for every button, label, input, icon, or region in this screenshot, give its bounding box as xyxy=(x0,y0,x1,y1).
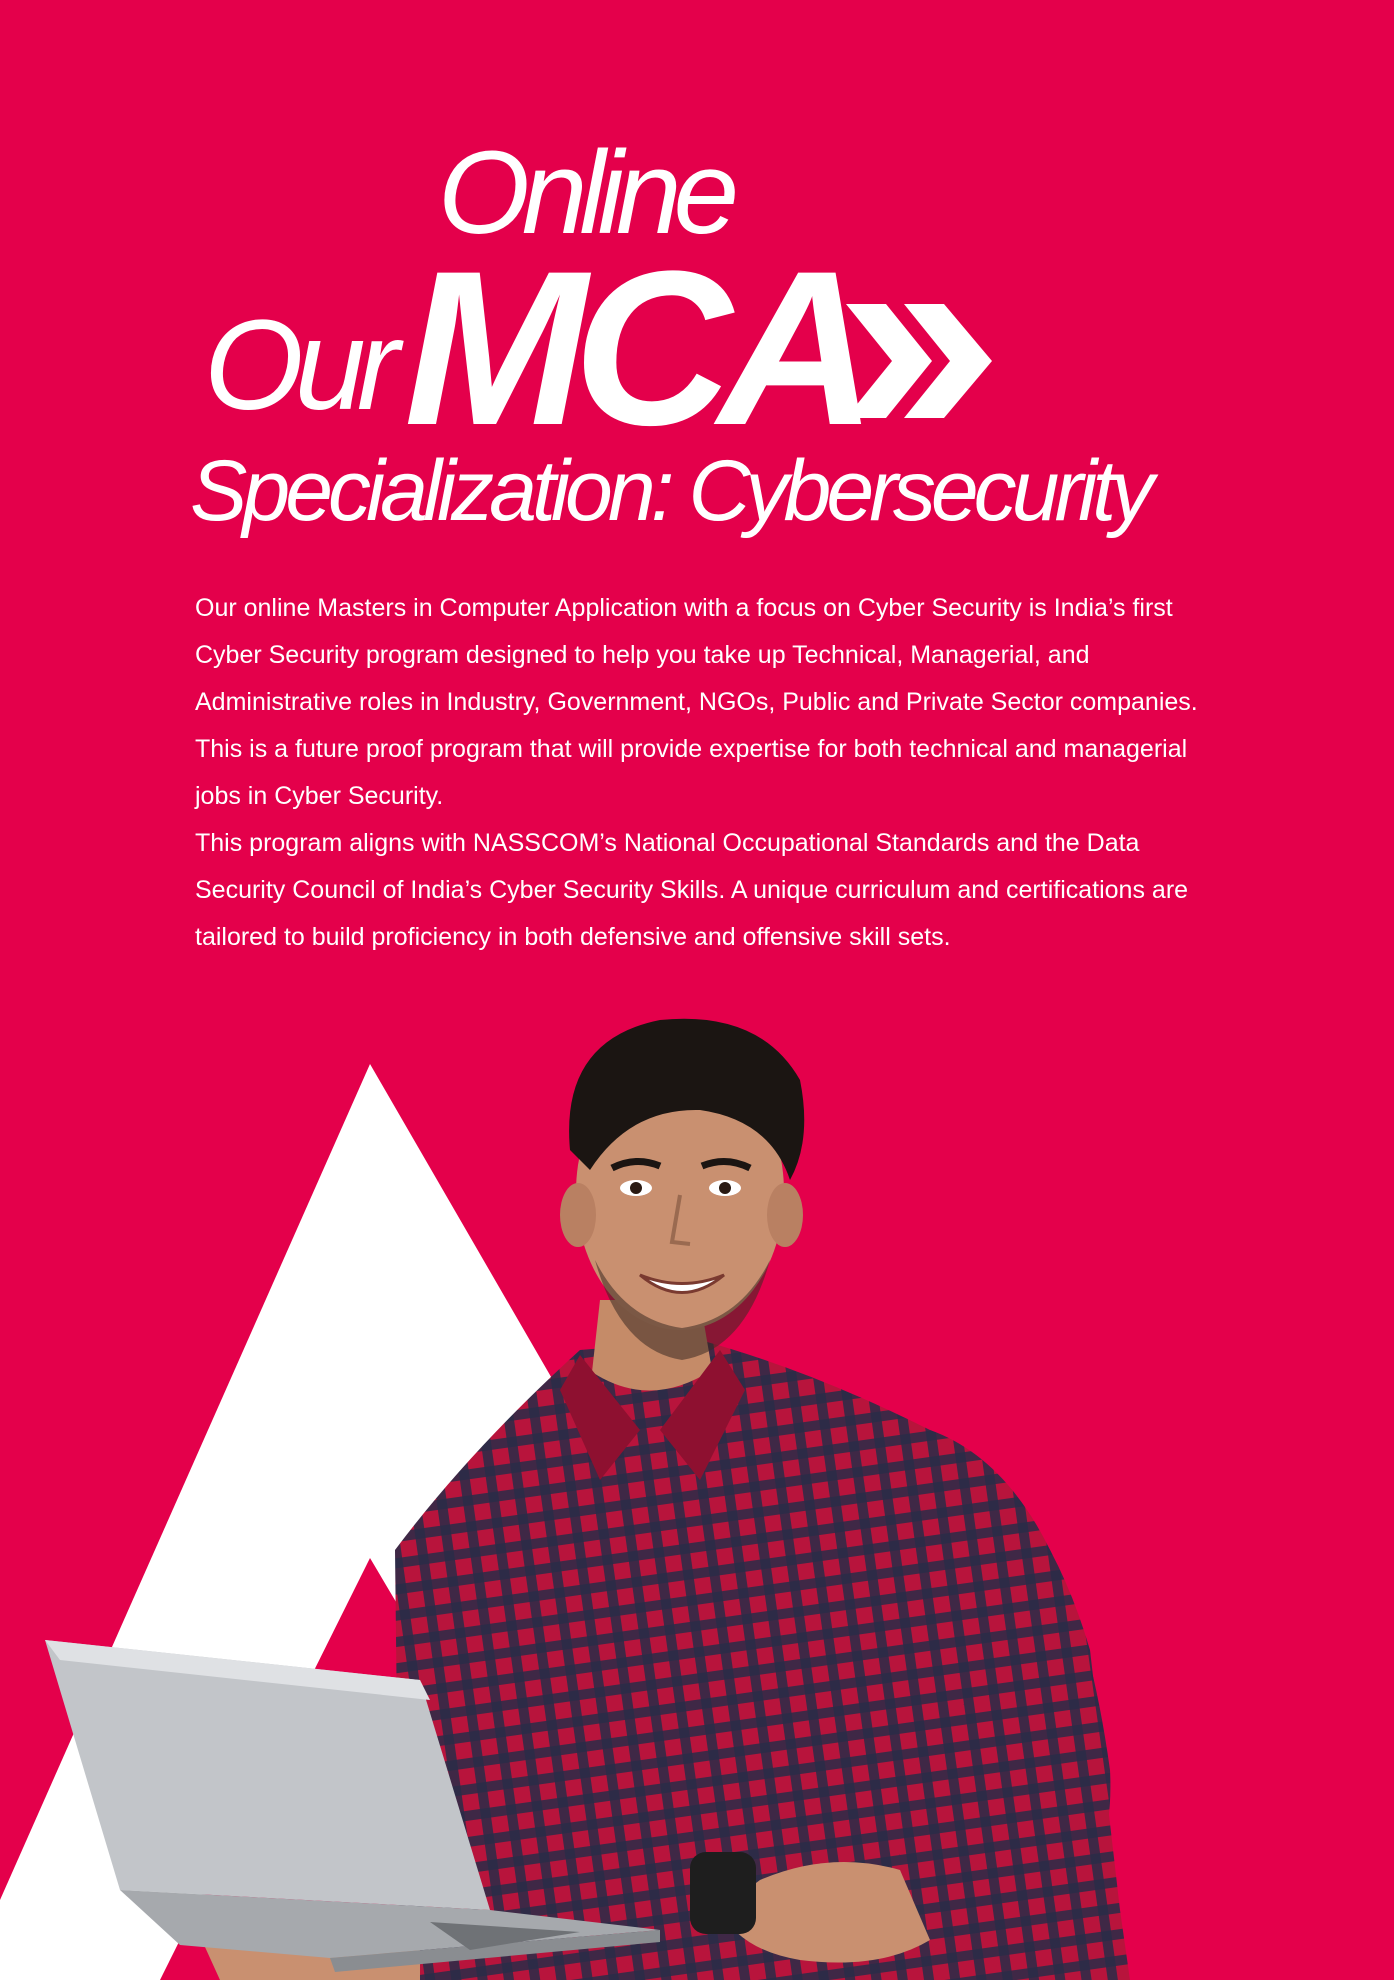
headline-online: Online xyxy=(438,127,732,259)
headline-specialization: Specialization: Cybersecurity xyxy=(190,443,1150,539)
description-paragraph-2: This program aligns with NASSCOM’s National Occupational Standards and the Data Security Council of India’s Cyber Security Skills. A unique curriculum and certifications are tailored to build proficiency in both defensive and offensive skill sets. xyxy=(195,829,1189,951)
headline-mca: MCA xyxy=(404,225,864,471)
wristwatch xyxy=(690,1852,756,1934)
hero-image xyxy=(0,1010,1400,1980)
headline-our: Our xyxy=(204,294,391,437)
description-paragraph-1: Our online Masters in Computer Application with a focus on Cyber Security is India’s first Cyber Security program designed to help you take up Technical, Managerial, and Administrative roles in Industry, Government, NGOs, Public and Private Sector companies. This is a future proof program that will provide expertise for both technical and managerial jobs in Cyber Security. xyxy=(195,594,1198,810)
program-description xyxy=(195,585,1235,961)
double-chevron-right-icon xyxy=(846,304,992,418)
